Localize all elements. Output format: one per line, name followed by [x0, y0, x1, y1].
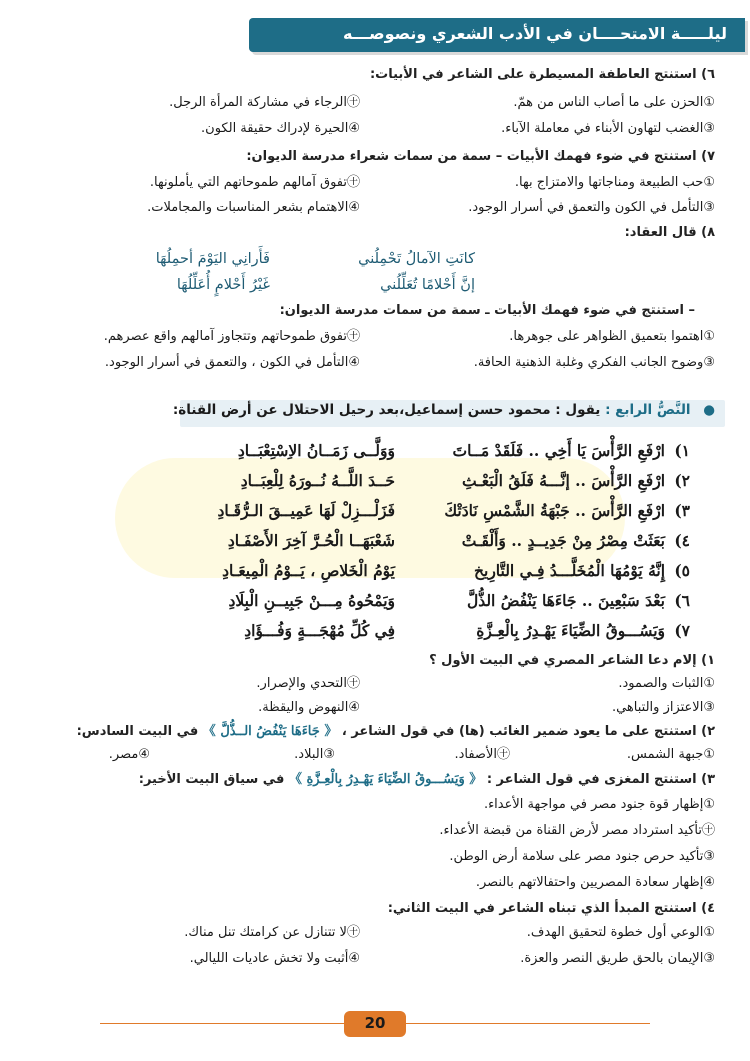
question-stem: [77, 721, 715, 743]
verse-first-half: إِنَّهُ يَوْمُهَا الْمُخَلَّـــدُ فِـي التَّارِيخ: [474, 561, 665, 580]
poem-line: [0, 274, 750, 296]
question-stem: ٧) استنتج في ضوء فهمك الأبيات – سمة من سمات شعراء مدرسة الديوان:: [246, 149, 715, 164]
question-8: [0, 222, 750, 244]
verse-second-half: وَيَمْحُوهُ مِـــنْ جَبِيــنِ الْبِلَادِ: [228, 591, 395, 610]
question-stem: [139, 769, 715, 791]
options-row: [0, 172, 750, 194]
options-row: [0, 197, 750, 219]
section-intro: يقول : محمود حسن إسماعيل،بعد رحيل الاحتلال عن أرض القناة:: [172, 402, 601, 418]
options-row: [0, 92, 750, 114]
question-stem: – استنتج في ضوء فهمك الأبيات ـ سمة من سمات مدرسة الديوان:: [279, 303, 695, 318]
option-b[interactable]: ㊉تأكيد استرداد مصر لأرض القناة من قبضة الأعداء.: [439, 823, 715, 838]
options-row: [0, 326, 750, 348]
verse: [0, 470, 750, 498]
option-b[interactable]: ㊉الأصفاد.: [454, 747, 510, 762]
options-row: [0, 673, 750, 695]
option-b[interactable]: ㊉تفوق طموحاتهم وتتجاوز آمالهم واقع عصرهم.: [103, 329, 360, 344]
option-d[interactable]: ④الحيرة لإدراك حقيقة الكون.: [201, 121, 360, 136]
question-p1: [0, 650, 750, 672]
verse-number: ٣): [674, 501, 690, 520]
option-d[interactable]: ④مصر.: [108, 747, 150, 762]
quote: 《 وَيَسُـــوقُ الضِّيَاءَ يَهْـدِرُ بِالْعِـزَّةِ 》: [288, 772, 483, 787]
question-stem: ١) إلام دعا الشاعر المصري في البيت الأول ؟: [429, 653, 715, 668]
options-row: [0, 697, 750, 719]
option-line: [0, 794, 750, 816]
verse-number: ٦): [674, 591, 690, 610]
option-c[interactable]: ③الإيمان بالحق طريق النصر والعزة.: [520, 951, 715, 966]
option-d[interactable]: ④التأمل في الكون ، والتعمق في أسرار الوجود.: [104, 355, 360, 370]
verse-first-half: ارْفَعِ الرَّأْسَ .. جَبْهَةُ الشَّمْسِ نَادَتْكَ: [444, 501, 665, 520]
option-b[interactable]: ㊉تفوق آمالهم طموحاتهم التي يأملونها.: [149, 175, 360, 190]
bullet-icon: ●: [703, 402, 715, 418]
options-row: [0, 922, 750, 944]
poem-hemistich: إنَّ أَحْلامًا تُعَلِّلُني: [380, 277, 475, 293]
verse-number: ١): [674, 441, 690, 460]
options-row: [0, 744, 750, 766]
verse-number: ٤): [674, 531, 690, 550]
section-heading: [173, 402, 715, 418]
question-6: [0, 64, 750, 86]
verse-first-half: بَعَثَتْ مِصْرُ مِنْ جَدِيــدٍ .. وَأَلْقَـتْ: [461, 531, 665, 550]
page-title: ليلـــــة الامتحــــان في الأدب الشعري ونصوصـــه: [343, 24, 727, 43]
verse-second-half: شَعْبَهَــا الْحُـرَّ آخِرَ الأَصْفَـادِ: [227, 531, 395, 550]
option-a[interactable]: ①حب الطبيعة ومناجاتها والامتزاج بها.: [514, 175, 715, 190]
verse: [0, 440, 750, 468]
question-7: [0, 146, 750, 168]
question-p4: [0, 898, 750, 920]
verse-second-half: وَوَلَّــى زَمَــانُ الاِسْتِعْبَــادِ: [237, 441, 395, 460]
option-c[interactable]: ③الاعتزاز والتباهي.: [611, 700, 715, 715]
option-a[interactable]: ①إظهار قوة جنود مصر في مواجهة الأعداء.: [483, 797, 715, 812]
verse: [0, 590, 750, 618]
option-d[interactable]: ④الاهتمام بشعر المناسبات والمجاملات.: [147, 200, 360, 215]
verse-number: ٢): [674, 471, 690, 490]
question-p3: [0, 769, 750, 791]
question-stem: ٨) قال العقاد:: [624, 225, 715, 240]
option-line: [0, 846, 750, 868]
section-label: النَّصُّ الرابع :: [605, 402, 691, 418]
verse-second-half: حَــدَ اللَّــهُ نُــورَهُ لِلْعِبَــادِ: [240, 471, 395, 490]
option-c[interactable]: ③التأمل في الكون والتعمق في أسرار الوجود.: [468, 200, 715, 215]
option-c[interactable]: ③وضوح الجانب الفكري وغلبة الذهنية الحافة.: [473, 355, 715, 370]
verse-first-half: ارْفَعِ الرَّأْسَ يَا أَخِي .. فَلَقَدْ مَــاتَ: [452, 441, 665, 460]
option-d[interactable]: ④النهوض واليقظة.: [258, 700, 360, 715]
option-a[interactable]: ①جبهة الشمس.: [626, 747, 715, 762]
option-a[interactable]: ①الوعي أول خطوة لتحقيق الهدف.: [526, 925, 715, 940]
option-b[interactable]: ㊉لا تتنازل عن كرامتك تنل مناك.: [184, 925, 360, 940]
poem-hemistich: غَيْرُ أَحْلامٍ أُعَلِّلُهَا: [176, 277, 270, 293]
question-stem: ٦) استنتج العاطفة المسيطرة على الشاعر في الأبيات:: [369, 67, 715, 82]
option-c[interactable]: ③البلاد.: [294, 747, 335, 762]
option-c[interactable]: ③الغضب لتهاون الأبناء في معاملة الآباء.: [501, 121, 715, 136]
stem-part: ٣) استنتج المغزى في قول الشاعر :: [486, 772, 715, 787]
options-row: [0, 352, 750, 374]
verse-first-half: وَيَسُـــوقُ الضِّيَاءَ يَهْـدِرُ بِالْعِـزَّةِ: [476, 621, 665, 640]
option-a[interactable]: ①اهتموا بتعميق الظواهر على جوهرها.: [509, 329, 715, 344]
option-a[interactable]: ①الثبات والصمود.: [618, 676, 715, 691]
poem-hemistich: فَأَرانِي اليَوْمَ أحمِلُهَا: [155, 251, 270, 267]
verse-first-half: ارْفَعِ الرَّأْسَ .. إنَّـــهُ فَلَقُ الْبَعْـثِ: [462, 471, 665, 490]
options-row: [0, 118, 750, 140]
stem-part: ٢) استنتج على ما يعود ضمير الغائب (ها) في قول الشاعر ،: [341, 724, 715, 739]
verse: [0, 530, 750, 558]
verse-first-half: بَعْدَ سَبْعِينَ .. جَاءَهَا يَنْفُضُ الذُّلَّ: [466, 591, 665, 610]
verse-second-half: يَوْمُ الْخَلاصِ ، يَــوْمُ الْمِيعَـادِ: [222, 561, 395, 580]
option-b[interactable]: ㊉التحدي والإصرار.: [256, 676, 360, 691]
options-row: [0, 948, 750, 970]
question-p2: [0, 721, 750, 743]
option-line: [0, 872, 750, 894]
verse-second-half: فَزَلْـــزِلْ لَهَا عَمِيــقَ الـرُّقَـادِ: [217, 501, 395, 520]
poem-line: [0, 248, 750, 270]
sub-question: [0, 300, 750, 322]
option-c[interactable]: ③تأكيد حرص جنود مصر على سلامة أرض الوطن.: [449, 849, 715, 864]
stem-part: في البيت السادس:: [76, 724, 199, 739]
verse-number: ٧): [674, 621, 690, 640]
option-line: [0, 820, 750, 842]
verse-second-half: فِي كُلِّ مُهْجَـــةٍ وَفُـــؤَادِ: [244, 621, 395, 640]
page-number: 20: [364, 1014, 386, 1032]
verse: [0, 620, 750, 648]
stem-part: في سياق البيت الأخير:: [138, 772, 285, 787]
quote: 《 جَاءَهَا يَنْفُضُ الــذُّلَّ 》: [202, 724, 338, 739]
question-stem: ٤) استنتج المبدأ الذي تبناه الشاعر في البيت الثاني:: [387, 901, 715, 916]
option-d[interactable]: ④إظهار سعادة المصريين واحتفالاتهم بالنصر.: [475, 875, 715, 890]
poem-hemistich: كانَتِ الآمالُ تَحْمِلُني: [358, 251, 475, 267]
option-b[interactable]: ㊉الرجاء في مشاركة المرأة الرجل.: [169, 95, 360, 110]
verse: [0, 500, 750, 528]
option-d[interactable]: ④أثبت ولا تخش عاديات الليالي.: [189, 951, 360, 966]
option-a[interactable]: ①الحزن على ما أصاب الناس من همّ.: [513, 95, 715, 110]
header-banner: [249, 18, 745, 52]
verse: [0, 560, 750, 588]
verse-number: ٥): [674, 561, 690, 580]
